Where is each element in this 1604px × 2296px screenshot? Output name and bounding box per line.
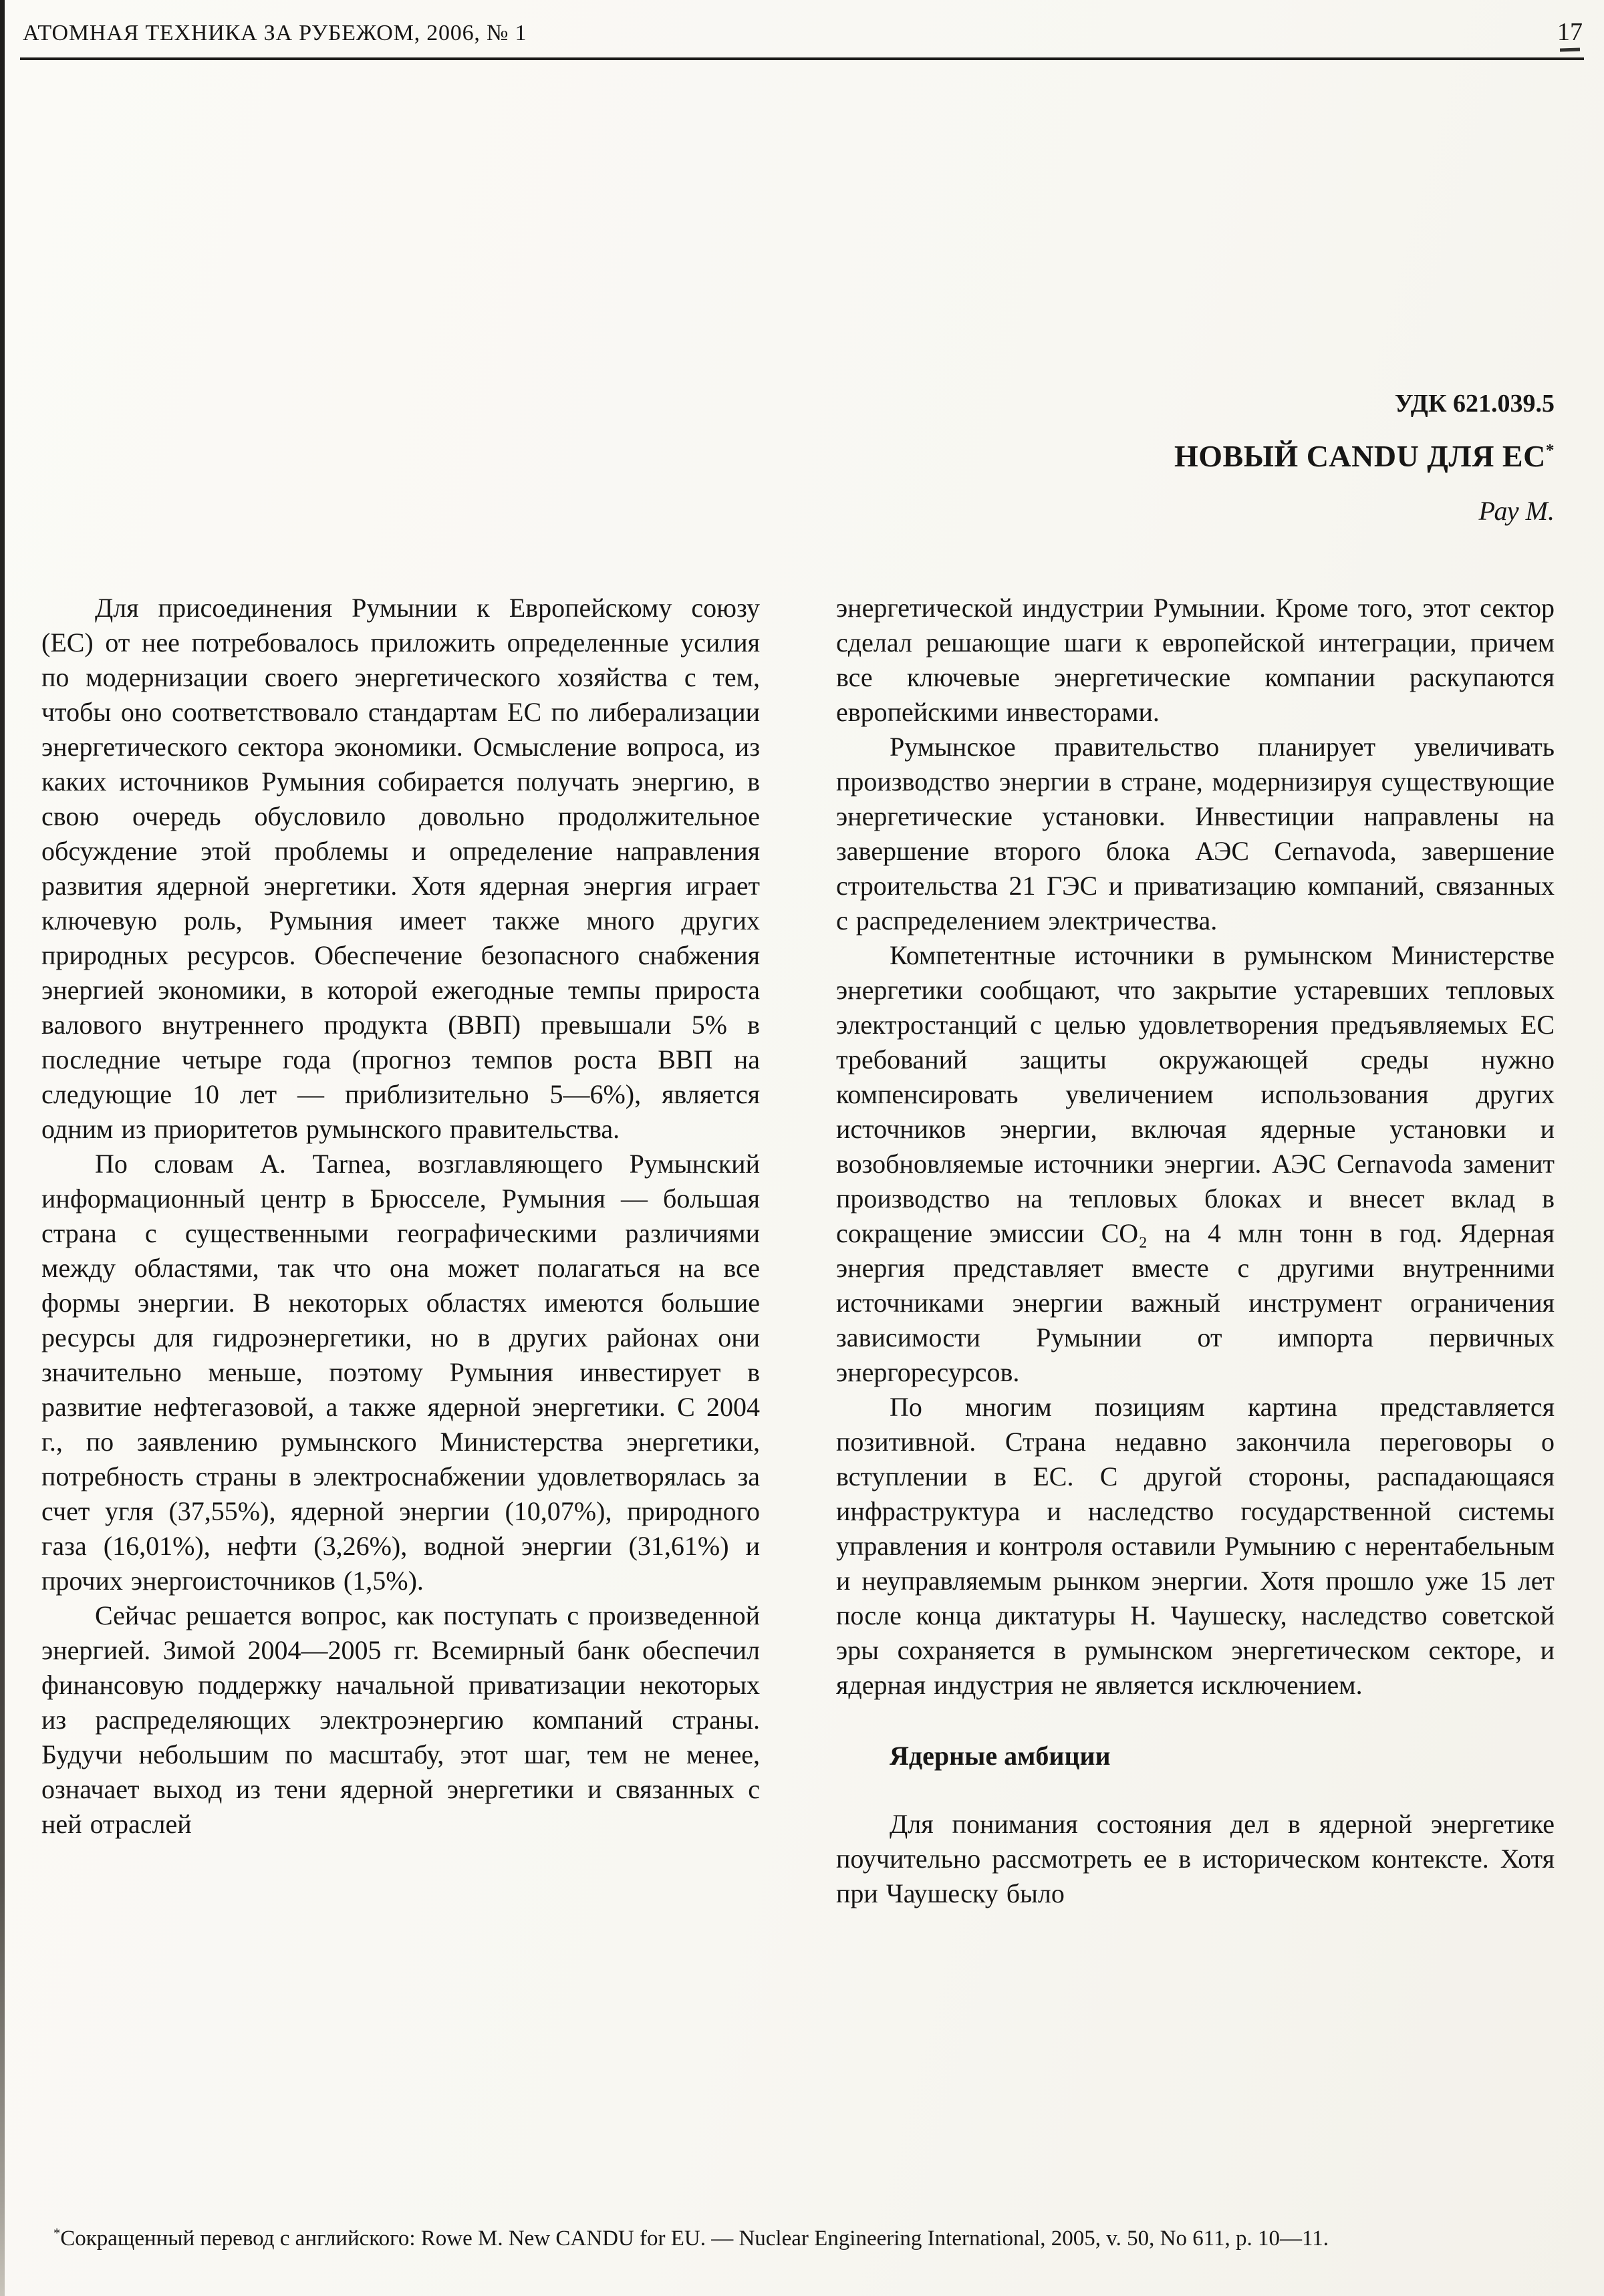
scan-artifact <box>1560 47 1580 51</box>
article-title-text: НОВЫЙ CANDU ДЛЯ ЕС <box>1174 439 1546 473</box>
article-body <box>41 591 1555 2148</box>
paragraph: По словам А. Tarnea, возглавляющего Румынский информационный центр в Брюсселе, Румыния — большая страна с существенными географическими различиями между областями, так что она может полагаться на все формы энергии. В некоторых областях имеются большие ресурсы для гидроэнергетики, но в других районах они значительно меньше, поэтому Румыния инвестирует в развитие нефтегазовой, а также ядерной энергетики. С 2004 г., по заявлению румынского Министерства энергетики, потребность страны в электроснабжении удовлетворялась за счет угля (37,55%), ядерной энергии (10,07%), природного газа (16,01%), нефти (3,26%), водной энергии (31,61%) и прочих энергоисточников (1,5%). <box>41 1149 760 1596</box>
paragraph: Сейчас решается вопрос, как поступать с произведенной энергией. Зимой 2004—2005 гг. Всемирный банк обеспечил финансовую поддержку начальной приватизации некоторых из распределяющих электроэнергию компаний страны. Будучи небольшим по масштабу, этот шаг, тем не менее, означает выход из тени ядерной энергетики и связанных с ней отраслей <box>41 1600 760 1839</box>
paragraph: Для присоединения Румынии к Европейскому союзу (ЕС) от нее потребовалось приложить определенные усилия по модернизации своего энергетического хозяйства с тем, чтобы оно соответствовало стандартам ЕС по либерализации энергетического сектора экономики. Осмысление вопроса, из каких источников Румыния собирается получать энергию, в свою очередь обусловило довольно продолжительное обсуждение этой проблемы и определение направления развития ядерной энергетики. Хотя ядерная энергия играет ключевую роль, Румыния имеет также много других природных ресурсов. Обеспечение безопасного снабжения энергией экономики, в которой ежегодные темпы прироста валового внутреннего продукта (ВВП) превышали 5% в последние четыре года (прогноз темпов роста ВВП на следующие 10 лет — приблизительно 5—6%), является одним из приоритетов румынского правительства. <box>41 593 760 1144</box>
paragraph-continuation: энергетической индустрии Румынии. Кроме того, этот сектор сделал решающие шаги к европейской интеграции, причем все ключевые энергетические компании раскупаются европейскими инвесторами. <box>836 593 1555 727</box>
scan-edge-artifact <box>0 0 5 2296</box>
paragraph: Компетентные источники в румынском Министерстве энергетики сообщают, что закрытие устаревших тепловых электростанций с целью удовлетворения предъявляемых ЕС требований защиты окружающей среды нужно компенсировать увеличением использования других источников энергии, включая ядерные установки и возобновляемые источники энергии. АЭС Cernavoda заменит производство на тепловых блоках и внесет вклад в сокращение эмиссии CO₂ на 4 млн тонн в год. Ядерная энергия представляет вместе с другими внутренними источниками энергии важный инструмент ограничения зависимости Румынии от импорта первичных энергоресурсов. <box>836 940 1555 1387</box>
article-author: Рау М. <box>1478 496 1555 526</box>
paragraph: Румынское правительство планирует увеличивать производство энергии в стране, модернизируя существующие энергетические установки. Инвестиции направлены на завершение второго блока АЭС Cernavoda, завершение строительства 21 ГЭС и приватизацию компаний, связанных с распределением электричества. <box>836 732 1555 936</box>
header-rule <box>20 57 1584 60</box>
page-header <box>0 0 1604 60</box>
title-footnote-marker: * <box>1545 440 1555 460</box>
paragraph: Для понимания состояния дел в ядерной энергетике поучительно рассмотреть ее в историческом контексте. Хотя при Чаушеску было <box>836 1809 1555 1908</box>
title-block <box>41 389 1555 527</box>
footnote-marker: * <box>53 2225 61 2241</box>
right-column <box>836 591 1555 2148</box>
running-head <box>0 0 1604 47</box>
footnote-text-line <box>41 2224 1555 2253</box>
left-column <box>41 591 760 2148</box>
footnote <box>41 2224 1555 2253</box>
page-number: 17 <box>1557 18 1583 46</box>
paragraph: По многим позициям картина представляется позитивной. Страна недавно закончила переговоры о вступлении в ЕС. С другой стороны, распадающаяся инфраструктура и наследство государственной системы управления и контроля оставили Румынию с нерентабельным и неуправляемым рынком энергии. Хотя прошло уже 15 лет после конца диктатуры Н. Чаушеску, наследство советской эры сохраняется в румынском энергетическом секторе, и ядерная индустрия не является исключением. <box>836 1392 1555 1700</box>
section-heading: Ядерные амбиции <box>890 1741 1111 1771</box>
article-title <box>41 438 1555 474</box>
footnote-text: Сокращенный перевод с английского: Rowe M. New CANDU for EU. — Nuclear Engineering International, 2005, v. 50, No 611, p. 10—11. <box>60 2226 1329 2251</box>
journal-title: АТОМНАЯ ТЕХНИКА ЗА РУБЕЖОМ, 2006, № 1 <box>23 21 527 45</box>
udk-code: УДК 621.039.5 <box>1394 390 1555 418</box>
